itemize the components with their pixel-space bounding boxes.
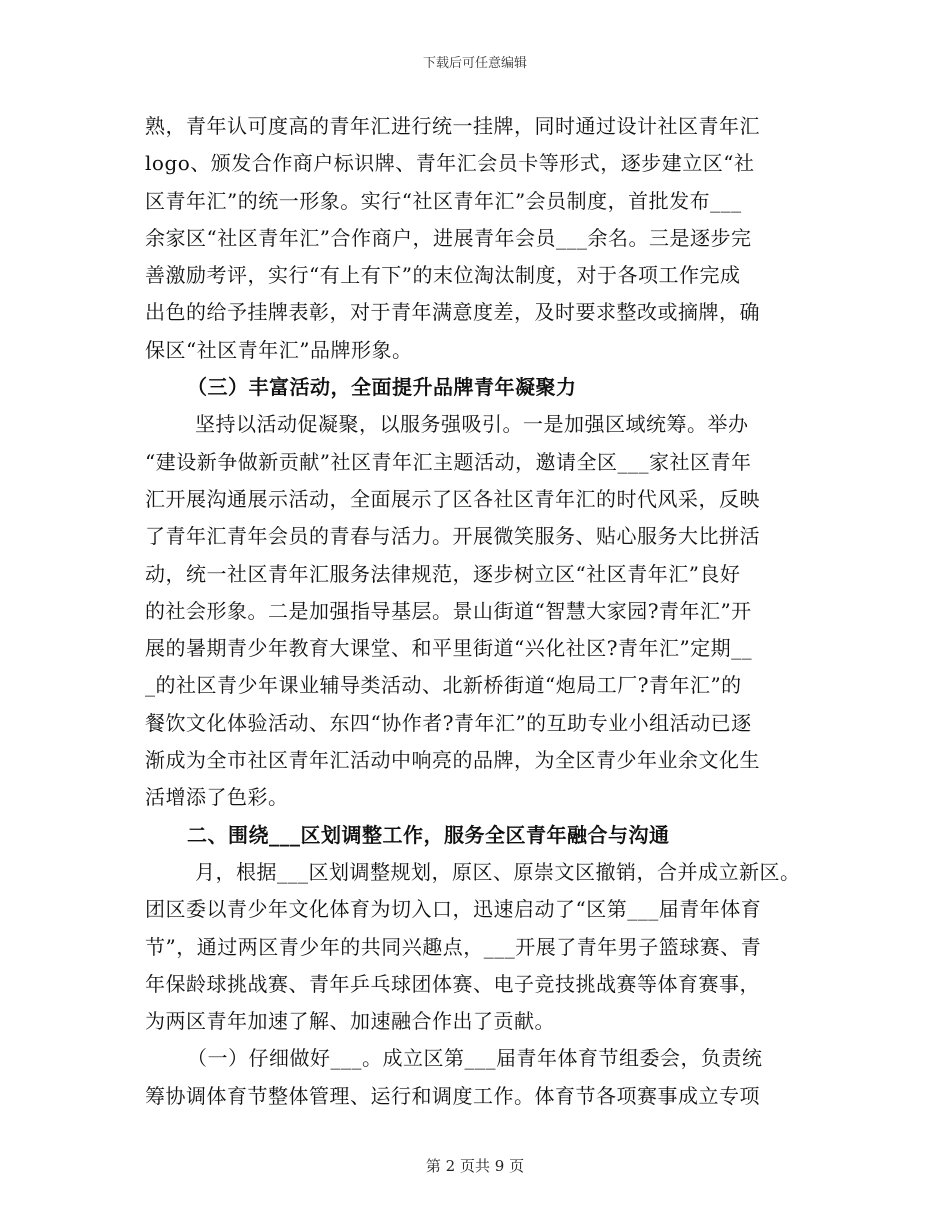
text-line: （一）仔细做好___。成立区第___届青年体育节组委会，负责统 [187, 1046, 763, 1071]
text-line: 展的暑期青少年教育大课堂、和平里街道“兴化社区?青年汇”定期__ [145, 636, 753, 661]
text-line: 汇开展沟通展示活动，全面展示了区各社区青年汇的时代风采，反映 [145, 486, 760, 511]
text-line: 筹协调体育节整体管理、运行和调度工作。体育节各项赛事成立专项 [145, 1083, 760, 1108]
text-line: 的社会形象。二是加强指导基层。景山街道“智慧大家园?青年汇”开 [145, 598, 752, 623]
text-line: 为两区青年加速了解、加速融合作出了贡献。 [145, 1009, 555, 1034]
page-header: 下载后可任意编辑 [422, 56, 527, 71]
text-line: 善激励考评，实行“有上有下”的末位淘汰制度，对于各项工作完成 [145, 263, 741, 288]
text-line: 餐饮文化体验活动、东四“协作者?青年汇”的互助专业小组活动已逐 [145, 710, 752, 735]
section-heading: 二、围绕___区划调整工作，服务全区青年融合与沟通 [187, 822, 670, 847]
text-line: 区青年汇”的统一形象。实行“社区青年汇”会员制度，首批发布___ [145, 188, 742, 213]
text-line: 熟，青年认可度高的青年汇进行统一挂牌，同时通过设计社区青年汇 [145, 114, 760, 138]
text-line: 保区“社区青年汇”品牌形象。 [145, 337, 413, 362]
text-line: 了青年汇青年会员的青春与活力。开展微笑服务、贴心服务大比拼活 [145, 524, 760, 549]
text-line: 活增添了色彩。 [145, 785, 289, 810]
text-line: 年保龄球挑战赛、青年乒乓球团体赛、电子竞技挑战赛等体育赛事， [145, 971, 760, 996]
page-footer: 第 2 页共 9 页 [425, 1157, 525, 1175]
text-line: 月，根据___区划调整规划，原区、原崇文区撤销，合并成立新区。 [195, 859, 801, 884]
document-body [145, 108, 810, 1115]
text-line: 余家区“社区青年汇”合作商户，进展青年会员___余名。三是逐步完 [145, 225, 752, 250]
text-line: 节”，通过两区青少年的共同兴趣点，___开展了青年男子篮球赛、青 [145, 934, 762, 959]
text-line: 动，统一社区青年汇服务法律规范，逐步树立区“社区青年汇”良好 [145, 561, 741, 586]
text-line: 渐成为全市社区青年汇活动中响亮的品牌，为全区青少年业余文化生 [145, 748, 760, 773]
text-line: “建设新争做新贡献”社区青年汇主题活动，邀请全区___家社区青年 [145, 449, 752, 474]
text-line: _的社区青少年课业辅导类活动、北新桥街道“炮局工厂?青年汇”的 [145, 673, 742, 698]
text-line: 团区委以青少年文化体育为切入口，迅速启动了“区第___届青年体育 [145, 897, 762, 922]
text-line: 出色的给予挂牌表彰，对于青年满意度差，及时要求整改或摘牌，确 [145, 300, 760, 325]
section-heading: （三）丰富活动，全面提升品牌青年凝聚力 [187, 375, 577, 400]
text-line: logo、颁发合作商户标识牌、青年汇会员卡等形式，逐步建立区“社 [145, 151, 755, 176]
text-line: 坚持以活动促凝聚，以服务强吸引。一是加强区域统筹。举办 [195, 412, 749, 437]
